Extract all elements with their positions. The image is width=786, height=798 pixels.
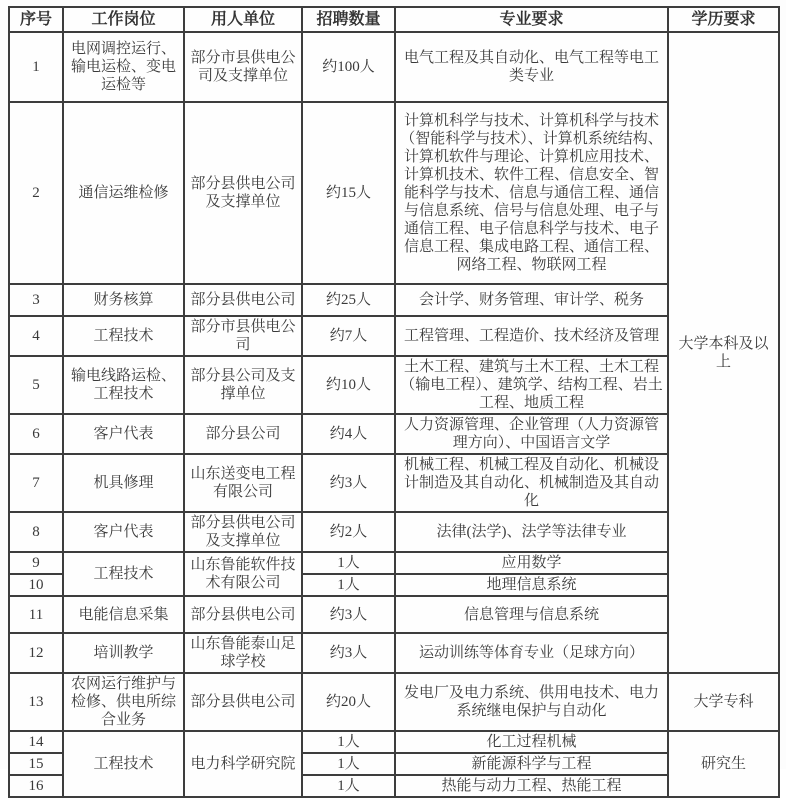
cell-no: 16 <box>9 775 63 797</box>
cell-employer: 部分县供电公司 <box>184 596 302 633</box>
cell-major: 化工过程机械 <box>395 731 668 753</box>
cell-job: 输电线路运检、工程技术 <box>63 356 184 414</box>
cell-major: 发电厂及电力系统、供用电技术、电力系统继电保护与自动化 <box>395 673 668 731</box>
table-row <box>9 731 779 753</box>
cell-employer: 部分县供电公司及支撑单位 <box>184 512 302 552</box>
cell-major: 会计学、财务管理、审计学、税务 <box>395 284 668 316</box>
cell-count: 约4人 <box>302 414 395 454</box>
cell-count: 1人 <box>302 574 395 596</box>
cell-job: 财务核算 <box>63 284 184 316</box>
cell-count: 1人 <box>302 552 395 574</box>
cell-job: 培训教学 <box>63 633 184 673</box>
cell-employer: 山东鲁能软件技术有限公司 <box>184 552 302 596</box>
cell-job: 客户代表 <box>63 512 184 552</box>
cell-no: 3 <box>9 284 63 316</box>
cell-employer: 部分县公司及支撑单位 <box>184 356 302 414</box>
cell-count: 约7人 <box>302 316 395 356</box>
header-count: 招聘数量 <box>302 7 395 32</box>
cell-major: 地理信息系统 <box>395 574 668 596</box>
cell-job: 客户代表 <box>63 414 184 454</box>
cell-no: 2 <box>9 102 63 284</box>
cell-no: 14 <box>9 731 63 753</box>
cell-major: 应用数学 <box>395 552 668 574</box>
header-edu: 学历要求 <box>668 7 779 32</box>
table-row <box>9 596 779 633</box>
table-row <box>9 512 779 552</box>
table-row <box>9 633 779 673</box>
cell-employer: 山东送变电工程有限公司 <box>184 454 302 512</box>
table-row <box>9 552 779 574</box>
cell-job: 工程技术 <box>63 316 184 356</box>
cell-count: 约3人 <box>302 633 395 673</box>
cell-no: 15 <box>9 753 63 775</box>
cell-count: 约10人 <box>302 356 395 414</box>
cell-count: 1人 <box>302 753 395 775</box>
cell-employer: 部分市县供电公司及支撑单位 <box>184 32 302 102</box>
recruitment-table <box>8 6 780 798</box>
table-row <box>9 356 779 414</box>
cell-major: 人力资源管理、企业管理（人力资源管理方向）、中国语言文学 <box>395 414 668 454</box>
cell-edu-graduate: 研究生 <box>668 731 779 797</box>
table-row <box>9 102 779 284</box>
cell-job: 农网运行维护与检修、供电所综合业务 <box>63 673 184 731</box>
cell-job: 工程技术 <box>63 552 184 596</box>
table-row <box>9 414 779 454</box>
cell-major: 信息管理与信息系统 <box>395 596 668 633</box>
cell-count: 约100人 <box>302 32 395 102</box>
cell-employer: 部分县公司 <box>184 414 302 454</box>
table-row <box>9 316 779 356</box>
cell-job: 通信运维检修 <box>63 102 184 284</box>
table-row <box>9 32 779 102</box>
cell-job: 机具修理 <box>63 454 184 512</box>
cell-no: 11 <box>9 596 63 633</box>
cell-major: 计算机科学与技术、计算机科学与技术（智能科学与技术）、计算机系统结构、计算机软件与理论、计算机应用技术、计算机技术、软件工程、信息安全、智能科学与技术、信息与通信工程、通信与信息系统、信号与信息处理、电子与通信工程、电子信息科学与技术、电子信息工程、集成电路工程、通信工程、网络工程、物联网工程 <box>395 102 668 284</box>
cell-major: 土木工程、建筑与土木工程、土木工程（输电工程）、建筑学、结构工程、岩土工程、地质工程 <box>395 356 668 414</box>
cell-employer: 电力科学研究院 <box>184 731 302 797</box>
cell-count: 1人 <box>302 775 395 797</box>
table-row <box>9 454 779 512</box>
cell-no: 5 <box>9 356 63 414</box>
cell-no: 4 <box>9 316 63 356</box>
cell-major: 工程管理、工程造价、技术经济及管理 <box>395 316 668 356</box>
cell-no: 6 <box>9 414 63 454</box>
cell-employer: 山东鲁能泰山足球学校 <box>184 633 302 673</box>
cell-employer: 部分县供电公司 <box>184 673 302 731</box>
cell-employer: 部分市县供电公司 <box>184 316 302 356</box>
header-no: 序号 <box>9 7 63 32</box>
cell-edu-bachelor: 大学本科及以上 <box>668 32 779 673</box>
header-employer: 用人单位 <box>184 7 302 32</box>
cell-count: 约3人 <box>302 454 395 512</box>
cell-employer: 部分县供电公司及支撑单位 <box>184 102 302 284</box>
cell-count: 约25人 <box>302 284 395 316</box>
cell-count: 约3人 <box>302 596 395 633</box>
cell-major: 机械工程、机械工程及自动化、机械设计制造及其自动化、机械制造及其自动化 <box>395 454 668 512</box>
cell-no: 12 <box>9 633 63 673</box>
cell-no: 8 <box>9 512 63 552</box>
cell-job: 电能信息采集 <box>63 596 184 633</box>
cell-count: 1人 <box>302 731 395 753</box>
cell-count: 约2人 <box>302 512 395 552</box>
header-job: 工作岗位 <box>63 7 184 32</box>
cell-employer: 部分县供电公司 <box>184 284 302 316</box>
header-row <box>9 7 779 32</box>
cell-major: 电气工程及其自动化、电气工程等电工类专业 <box>395 32 668 102</box>
cell-major: 法律(法学)、法学等法律专业 <box>395 512 668 552</box>
table-row <box>9 673 779 731</box>
cell-no: 10 <box>9 574 63 596</box>
cell-job: 电网调控运行、输电运检、变电运检等 <box>63 32 184 102</box>
cell-no: 7 <box>9 454 63 512</box>
cell-count: 约15人 <box>302 102 395 284</box>
cell-major: 新能源科学与工程 <box>395 753 668 775</box>
cell-edu-associate: 大学专科 <box>668 673 779 731</box>
cell-no: 9 <box>9 552 63 574</box>
cell-major: 运动训练等体育专业（足球方向） <box>395 633 668 673</box>
cell-major: 热能与动力工程、热能工程 <box>395 775 668 797</box>
header-major: 专业要求 <box>395 7 668 32</box>
cell-job: 工程技术 <box>63 731 184 797</box>
cell-count: 约20人 <box>302 673 395 731</box>
cell-no: 1 <box>9 32 63 102</box>
cell-no: 13 <box>9 673 63 731</box>
table-row <box>9 284 779 316</box>
